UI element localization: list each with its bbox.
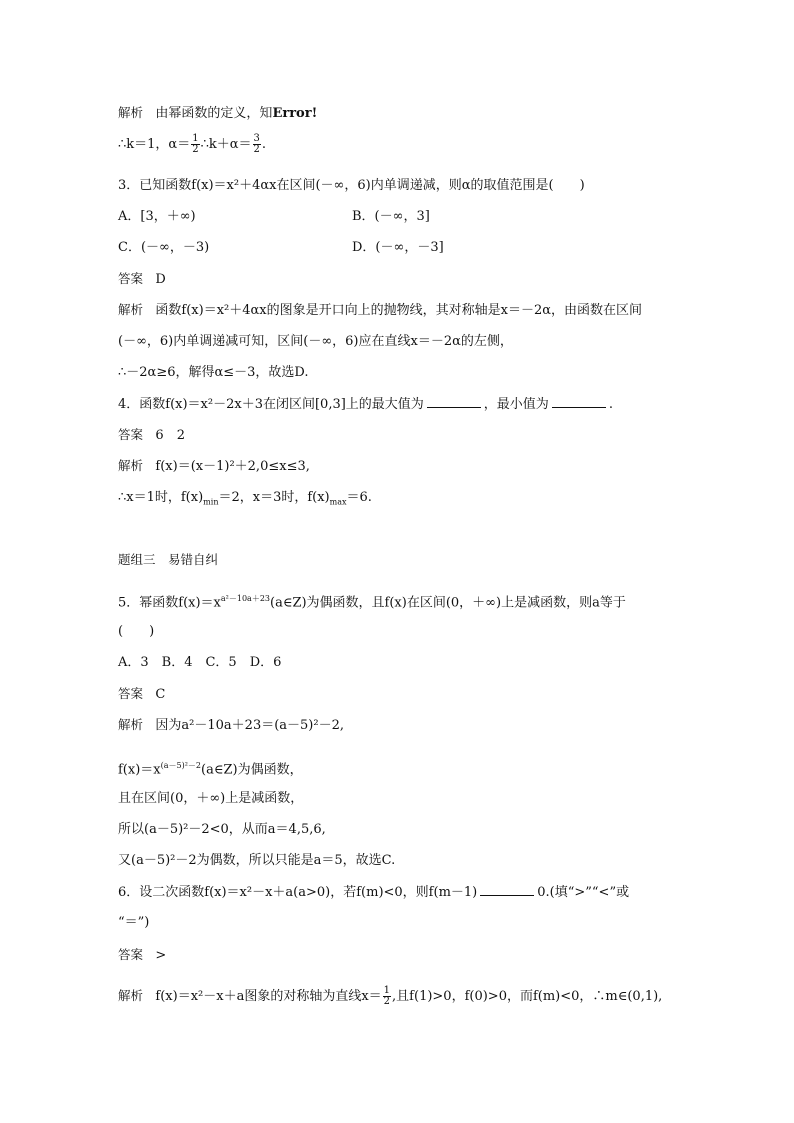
q5-stem [118,590,626,612]
group-title: 题组三 易错自纠 [118,552,219,567]
q3-answer [118,270,166,289]
fraction-num: 3 [253,133,260,144]
q4-analysis-1 [118,457,310,476]
q5-analysis-5: 又(a－5)²－2为偶数，所以只能是a＝5，故选C. [118,853,396,868]
answer-value: > [155,948,167,963]
answer-blank [480,883,534,896]
fraction-num: 1 [192,133,199,144]
q3-analysis-1 [118,301,642,320]
q4-analysis-2 [118,489,372,512]
fraction-half [191,134,199,155]
analysis-text: 由幂函数的定义，知 [155,106,273,121]
q4-stem-a: 4．函数f(x)＝x²－2x＋3在闭区间[0,3]上的最大值为 [118,397,424,412]
result-text-b: ∴k＋α＝ [200,137,252,152]
q6-answer [118,946,166,965]
q3-option-d: D．(－∞，－3] [352,240,444,255]
fraction-num: 1 [383,985,391,996]
text: ∴x＝1时，f(x) [118,490,204,505]
q3-analysis-3: ∴－2α≥6，解得α≤－3，故选D. [118,365,309,380]
q5-analysis-1 [118,716,344,735]
q3-options-row2 [118,239,444,257]
q5-answer [118,685,165,704]
analysis-label: 解析 [118,988,144,1003]
analysis-line [118,104,317,123]
q3-option-b: B．(－∞，3] [352,209,430,224]
fraction-den: 2 [383,996,391,1007]
answer-label: 答案 [118,686,144,701]
q5-analysis-3: 且在区间(0，＋∞)上是减函数， [118,791,304,806]
analysis-text: f(x)＝(x－1)²＋2,0≤x≤3, [155,459,310,474]
q6-stem-b: 0.(填“>”“<”或 [537,885,630,900]
q6-stem-a: 6．设二次函数f(x)＝x²－x＋a(a>0)，若f(m)<0，则f(m－1) [118,885,478,900]
subscript-max: max [329,497,347,507]
q3-option-c: C．(－∞，－3) [118,240,210,255]
analysis-label: 解析 [118,458,144,473]
q6-analysis [118,986,662,1007]
q5-options: A．3 B．4 C．5 D．6 [118,655,282,670]
analysis-text-a: f(x)＝x²－x＋a图象的对称轴为直线x＝ [155,989,382,1004]
q4-stem [118,395,613,414]
text: f(x)＝x [118,762,161,778]
answer-label: 答案 [118,271,144,286]
q4-answer [118,426,185,445]
q3-option-a: A．[3，＋∞) [118,209,196,224]
error-text: Error! [272,106,318,121]
text: ＝2，x＝3时，f(x) [218,490,330,505]
q5-stem-b: (a∈Z)为偶函数，且f(x)在区间(0，＋∞)上是减函数，则a等于 [270,595,626,611]
analysis-text: 函数f(x)＝x²＋4αx的图象是开口向上的抛物线，其对称轴是x＝－2α，由函数在区间 [155,303,643,318]
fraction-three-half [253,134,261,155]
text: (a∈Z)为偶函数， [201,762,303,778]
q5-paren: ( ) [118,624,155,639]
answer-label: 答案 [118,947,144,962]
result-line [118,134,266,155]
text: ＝6. [346,490,372,505]
q5-analysis-2 [118,757,303,779]
fraction-half [383,986,391,1007]
fraction-den: 2 [253,144,260,155]
exponent: (a－5)²－2 [160,761,202,770]
exponent: a²－10a＋23 [220,594,270,603]
answer-blank [427,395,481,408]
answer-blank [552,395,606,408]
fraction-den: 2 [192,144,199,155]
analysis-label: 解析 [118,302,144,317]
subscript-min: min [203,497,219,507]
q4-stem-b: ，最小值为 [483,397,549,412]
analysis-label: 解析 [118,717,144,732]
q4-stem-c: . [608,397,613,412]
result-text-a: ∴k＝1，α＝ [118,137,191,152]
q3-stem: 3．已知函数f(x)＝x²＋4αx在区间(－∞，6)内单调递减，则α的取值范围是( ) [118,178,585,193]
answer-label: 答案 [118,427,144,442]
analysis-text: 因为a²－10a＋23＝(a－5)²－2, [155,718,344,733]
analysis-label: 解析 [118,105,144,120]
q6-stem-cont: “＝”) [118,915,150,930]
result-end: . [261,137,267,152]
answer-value: D [155,272,166,287]
q3-options-row1 [118,208,430,226]
analysis-text-b: ,且f(1)>0，f(0)>0，而f(m)<0，∴m∈(0,1), [392,989,663,1004]
q6-stem [118,883,629,902]
q3-analysis-2: (－∞，6)内单调递减可知，区间(－∞，6)应在直线x＝－2α的左侧， [118,334,513,349]
answer-value: 6 2 [155,428,185,443]
q5-stem-a: 5．幂函数f(x)＝x [118,595,221,611]
q5-analysis-4: 所以(a－5)²－2<0，从而a＝4,5,6, [118,822,326,837]
answer-value: C [155,687,166,702]
